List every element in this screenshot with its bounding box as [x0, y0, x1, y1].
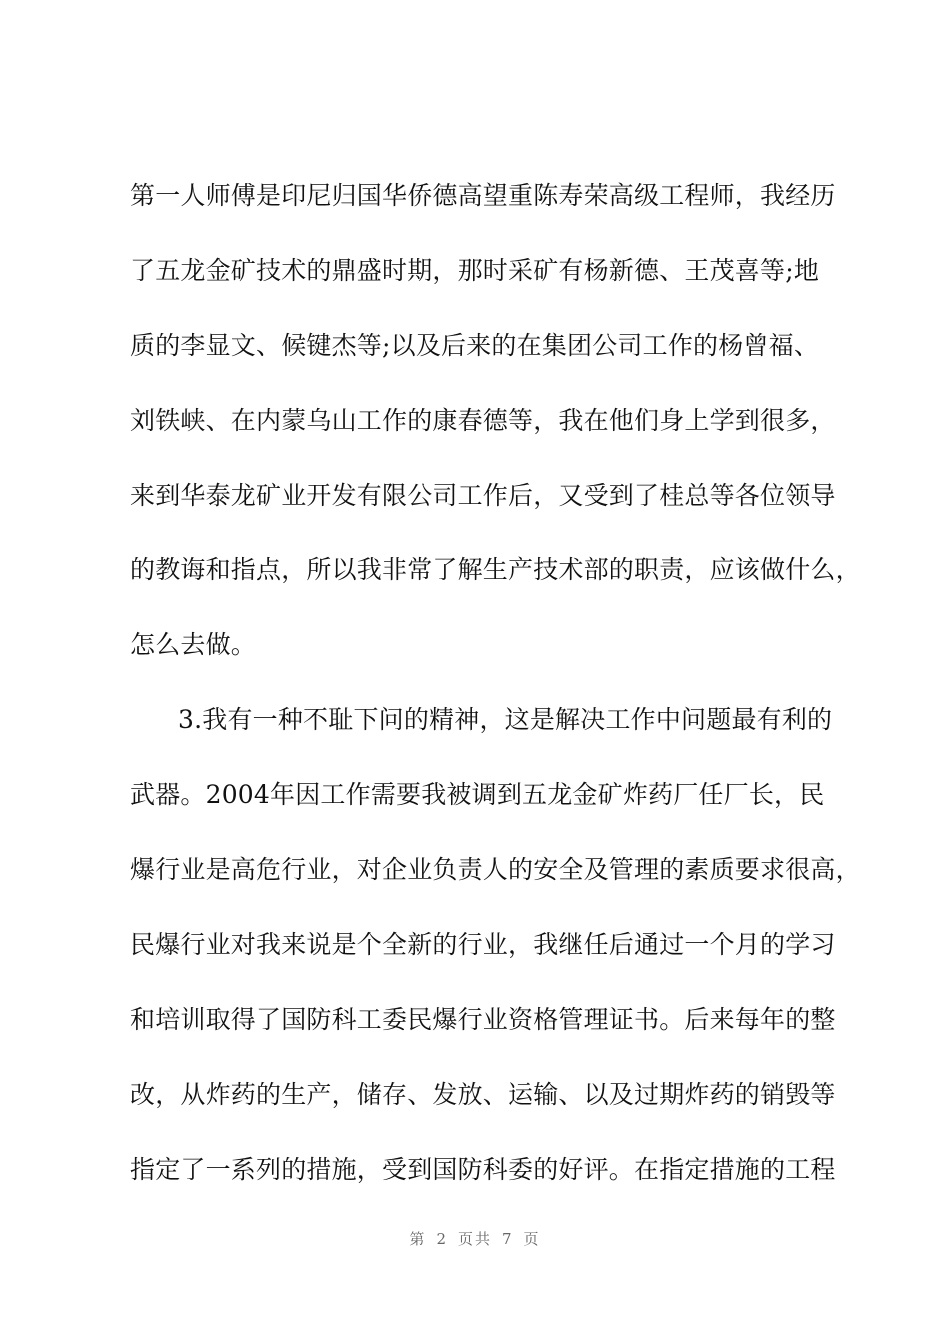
text-line-3: 质的李显文、候键杰等;以及后来的在集团公司工作的杨曾福、 [130, 331, 820, 360]
footer-page-number: 2 [436, 1230, 448, 1248]
footer-prefix: 第 [409, 1230, 427, 1248]
text-line-12: 和培训取得了国防科工委民爆行业资格管理证书。后来每年的整 [130, 1005, 836, 1034]
text-line-8: 3.我有一种不耻下问的精神，这是解决工作中问题最有利的 [178, 705, 833, 734]
text-line-2: 了五龙金矿技术的鼎盛时期，那时采矿有杨新德、王茂喜等;地 [130, 256, 820, 285]
text-line-1: 第一人师傅是印尼归国华侨德高望重陈寿荣高级工程师，我经历 [130, 181, 836, 210]
text-line-9: 武器。2004年因工作需要我被调到五龙金矿炸药厂任厂长，民 [130, 780, 825, 809]
page-footer [0, 1228, 950, 1249]
text-line-11: 民爆行业对我来说是个全新的行业，我继任后通过一个月的学习 [130, 930, 836, 959]
footer-mid: 页共 [457, 1230, 492, 1248]
text-line-10: 爆行业是高危行业，对企业负责人的安全及管理的素质要求很高， [130, 855, 861, 884]
text-line-7: 怎么去做。 [130, 630, 257, 659]
text-line-6: 的教诲和指点，所以我非常了解生产技术部的职责，应该做什么， [130, 555, 861, 584]
text-line-5: 来到华泰龙矿业开发有限公司工作后，又受到了桂总等各位领导 [130, 481, 836, 510]
footer-suffix: 页 [523, 1230, 541, 1248]
text-line-13: 改，从炸药的生产，储存、发放、运输、以及过期炸药的销毁等 [130, 1080, 836, 1109]
text-line-14: 指定了一系列的措施，受到国防科委的好评。在指定措施的工程 [130, 1155, 836, 1184]
footer-total-pages: 7 [502, 1230, 514, 1248]
text-line-4: 刘铁峡、在内蒙乌山工作的康春德等，我在他们身上学到很多， [130, 406, 836, 435]
